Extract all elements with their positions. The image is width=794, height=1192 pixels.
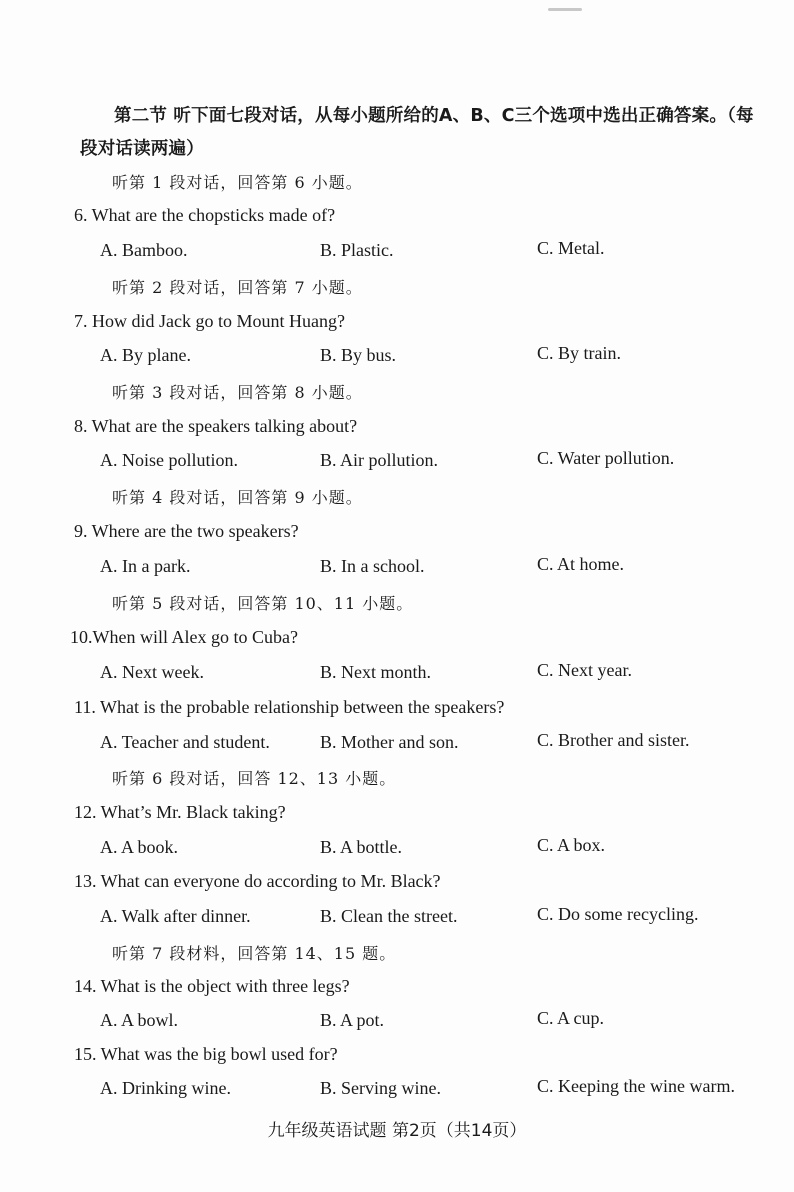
question-text: 14. What is the object with three legs?: [74, 976, 350, 996]
option-b: B. Clean the street.: [320, 906, 458, 926]
option-b: B. A bottle.: [320, 837, 403, 857]
option-c: C. At home.: [537, 554, 625, 574]
option-c: C. A box.: [537, 835, 606, 855]
option-a: A. Noise pollution.: [100, 450, 238, 470]
option-c: C. Keeping the wine warm.: [537, 1076, 735, 1096]
option-a: A. Walk after dinner.: [100, 906, 251, 926]
section-title: 第二节 听下面七段对话，从每小题所给的A、B、C三个选项中选出正确答案。（每段对话读两遍）: [80, 106, 754, 159]
option-a: A. A bowl.: [100, 1010, 179, 1030]
question-text: 8. What are the speakers talking about?: [74, 416, 358, 436]
listening-instruction: 听第 7 段材料，回答第 14、15 题。: [112, 944, 397, 963]
option-c: C. Do some recycling.: [537, 904, 699, 924]
option-b: B. Plastic.: [320, 240, 394, 260]
scan-mark: [548, 8, 582, 11]
question-text: 11. What is the probable relationship between the speakers?: [74, 697, 505, 717]
question-text: 7. How did Jack go to Mount Huang?: [74, 311, 345, 331]
question-text: 13. What can everyone do according to Mr. Black?: [74, 871, 441, 891]
option-c: C. A cup.: [537, 1008, 605, 1028]
option-a: A. Next week.: [100, 662, 204, 682]
option-c: C. Metal.: [537, 238, 605, 258]
question-text: 10.When will Alex go to Cuba?: [70, 627, 298, 647]
option-a: A. Teacher and student.: [100, 732, 270, 752]
page-footer: 九年级英语试题 第2页（共14页）: [267, 1121, 527, 1141]
question-text: 15. What was the big bowl used for?: [74, 1044, 338, 1064]
option-a: A. In a park.: [100, 556, 191, 576]
listening-instruction: 听第 4 段对话，回答第 9 小题。: [112, 488, 363, 507]
option-b: B. By bus.: [320, 345, 397, 365]
listening-instruction: 听第 3 段对话，回答第 8 小题。: [112, 383, 363, 402]
option-b: B. Air pollution.: [320, 450, 439, 470]
option-a: A. Drinking wine.: [100, 1078, 231, 1098]
option-a: A. By plane.: [100, 345, 191, 365]
option-a: A. Bamboo.: [100, 240, 188, 260]
listening-instruction: 听第 6 段对话，回答 12、13 小题。: [112, 769, 397, 788]
option-a: A. A book.: [100, 837, 179, 857]
option-b: B. In a school.: [320, 556, 425, 576]
option-c: C. Next year.: [537, 660, 632, 680]
option-b: B. Mother and son.: [320, 732, 459, 752]
option-b: B. A pot.: [320, 1010, 385, 1030]
question-text: 6. What are the chopsticks made of?: [74, 205, 336, 225]
question-text: 9. Where are the two speakers?: [74, 521, 299, 541]
listening-instruction: 听第 1 段对话，回答第 6 小题。: [112, 173, 363, 192]
option-c: C. Water pollution.: [537, 448, 675, 468]
option-b: B. Next month.: [320, 662, 431, 682]
listening-instruction: 听第 2 段对话，回答第 7 小题。: [112, 278, 363, 297]
option-c: C. Brother and sister.: [537, 730, 690, 750]
option-c: C. By train.: [537, 343, 621, 363]
question-text: 12. What’s Mr. Black taking?: [74, 802, 286, 822]
listening-instruction: 听第 5 段对话，回答第 10、11 小题。: [112, 594, 414, 613]
option-b: B. Serving wine.: [320, 1078, 441, 1098]
